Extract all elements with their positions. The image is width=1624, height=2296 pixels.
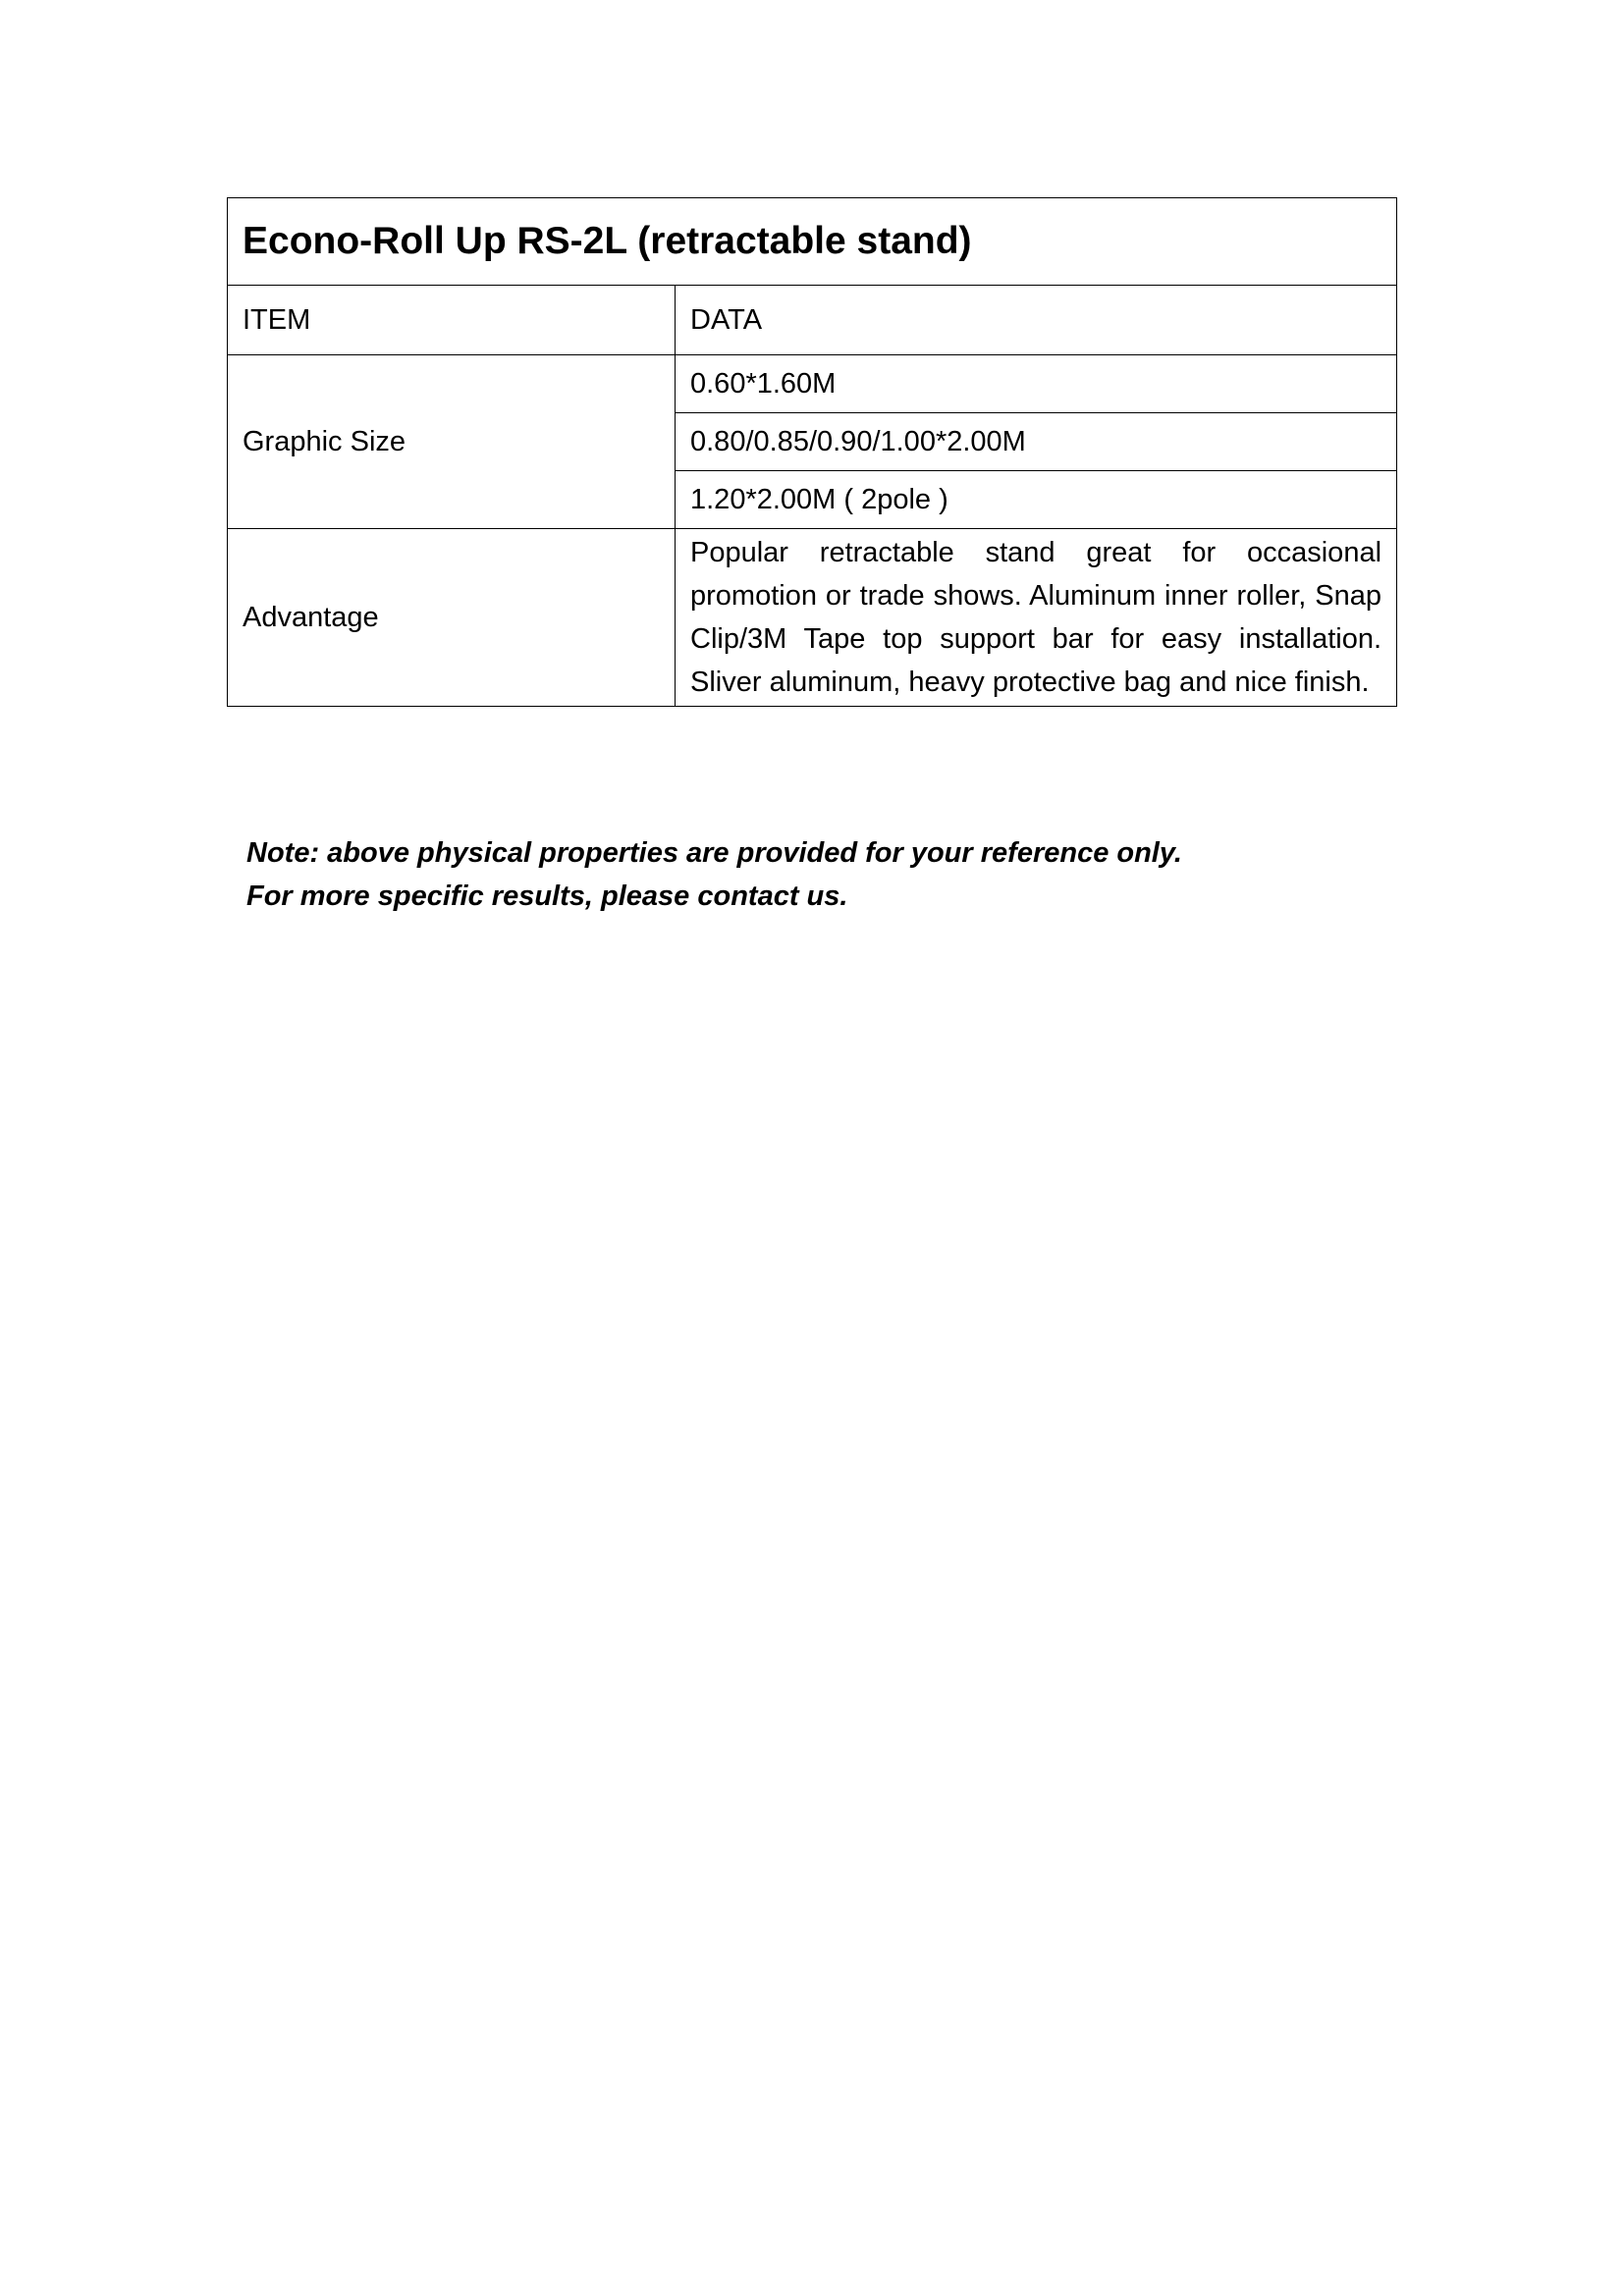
table-row (228, 529, 1397, 707)
graphic-size-value: 0.80/0.85/0.90/1.00*2.00M (676, 413, 1397, 471)
note-line-1: Note: above physical properties are provided for your reference only. (246, 837, 1182, 869)
header-data: DATA (676, 286, 1397, 355)
table-row (228, 355, 1397, 413)
note-line-2: For more specific results, please contact us. (246, 881, 848, 912)
advantage-text: Popular retractable stand great for occasional promotion or trade shows. Aluminum inner roller, Snap Clip/3M Tape top support bar for easy installation. Sliver aluminum, heavy protective bag and nice finish. (676, 529, 1397, 707)
graphic-size-label: Graphic Size (228, 355, 676, 529)
title-row (228, 198, 1397, 286)
note (246, 831, 1182, 918)
advantage-label: Advantage (228, 529, 676, 707)
graphic-size-value: 0.60*1.60M (676, 355, 1397, 413)
spec-table (227, 197, 1397, 707)
product-title: Econo-Roll Up RS-2L (retractable stand) (228, 198, 1397, 286)
graphic-size-value: 1.20*2.00M ( 2pole ) (676, 471, 1397, 529)
header-item: ITEM (228, 286, 676, 355)
header-row (228, 286, 1397, 355)
